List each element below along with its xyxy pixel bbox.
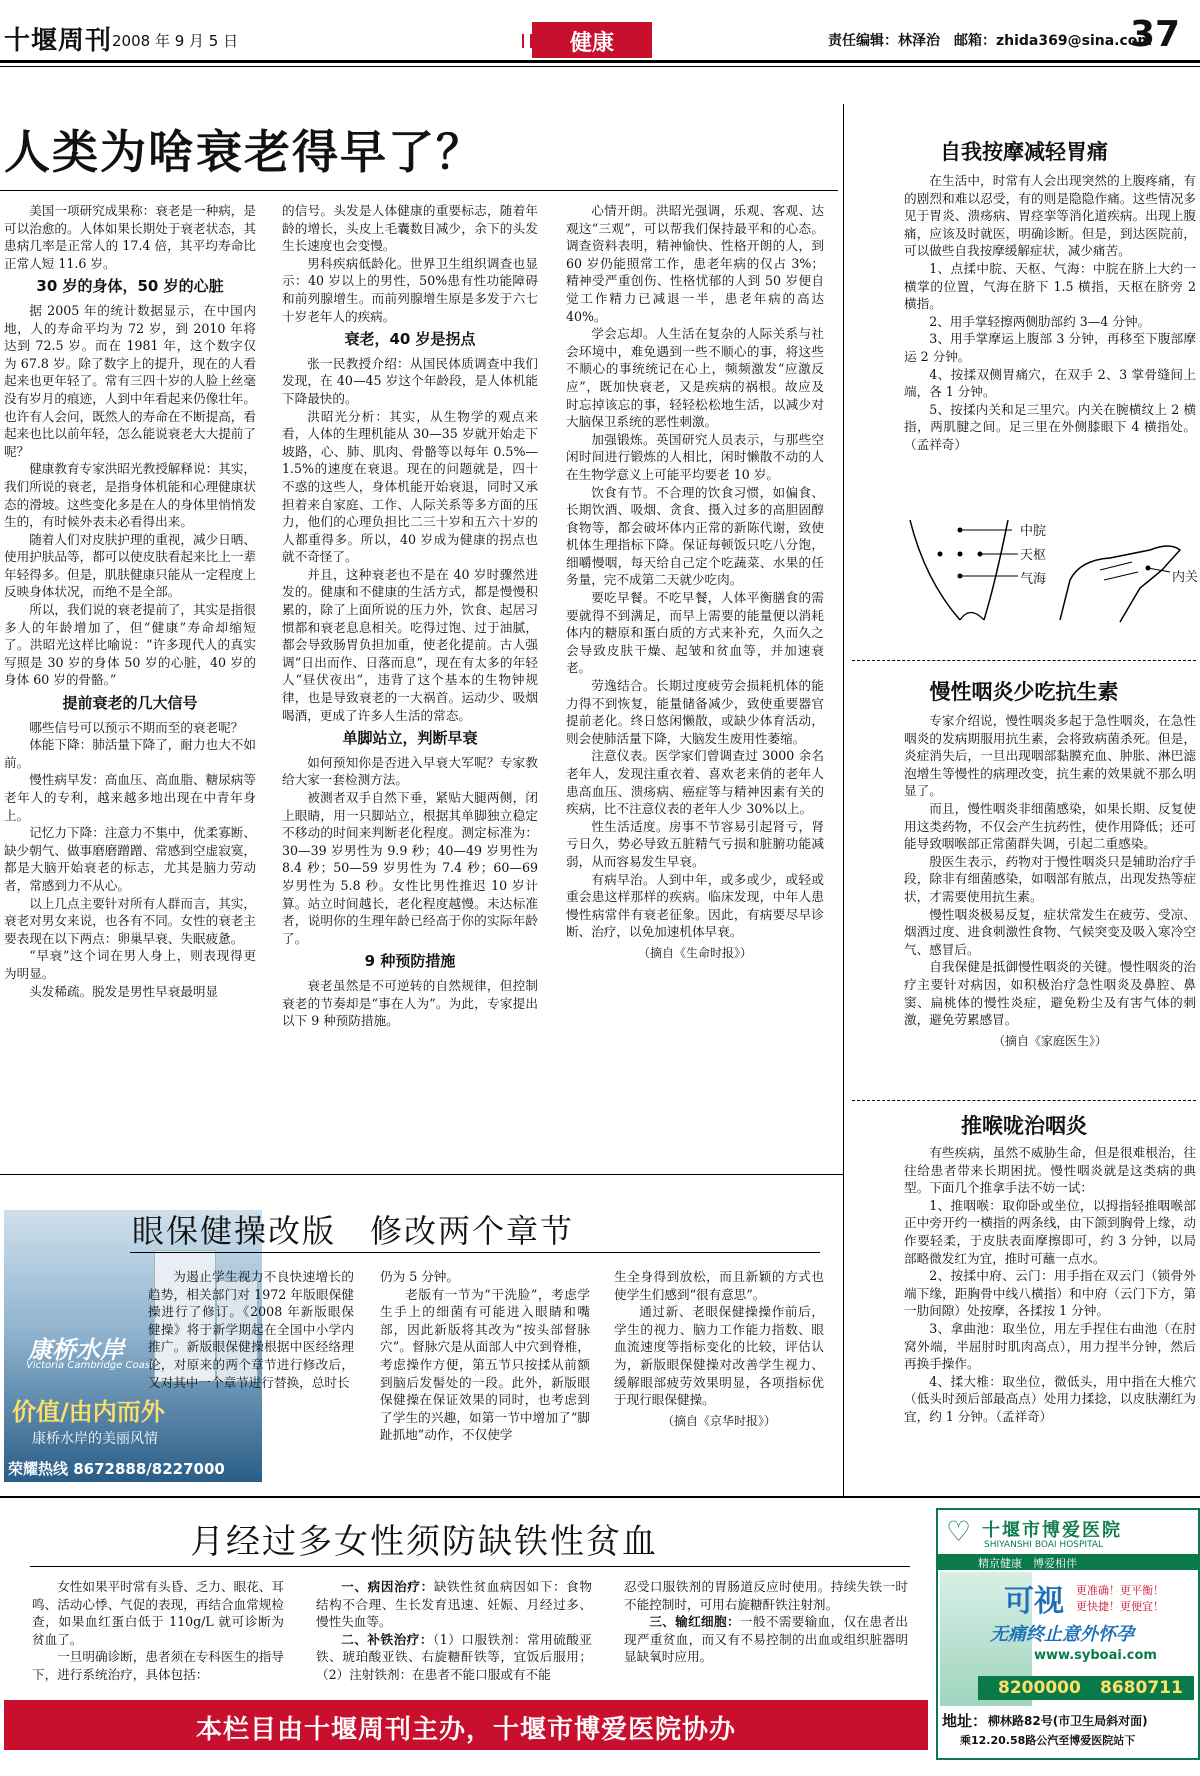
paragraph: 1、推咽喉：取仰卧或坐位，以拇指轻推咽喉部正中旁开约一横指的两条线，由下颌到胸骨上缘，动作要轻柔，于皮肤表面摩擦即可，约 3 分钟，以局部略微发红为宜，推时可蘸一点水。 — [904, 1197, 1196, 1266]
throat-body — [904, 1144, 1196, 1488]
main-article-column-3 — [566, 202, 824, 1150]
paragraph: 性生活适度。房事不节容易引起肾亏，肾亏日久，势必导致五脏精气亏损和脏腑功能减弱，从而容易发生早衰。 — [566, 818, 824, 869]
massage-divider — [852, 660, 1196, 661]
paragraph: 记忆力下降：注意力不集中，优柔寡断、缺少朝气、做事磨磨蹭蹭、常感到空虚寂寞，都是大脑开始衰老的标志，尤其是脑力劳动者，常感到力不从心。 — [4, 825, 256, 893]
ad-brand: 康桥水岸 — [28, 1336, 124, 1364]
paragraph: 以上几点主要针对所有人群而言，其实，衰老对男女来说，也各有不同。女性的衰老主要表现在以下两点：卵巢早衰、失眠疲惫。 — [4, 895, 256, 946]
hospital-address-label: 地址： — [942, 1712, 988, 1730]
acupoint-diagram — [900, 510, 1199, 630]
paragraph: 并且，这种衰老也不是在 40 岁时骤然进发的。健康和不健康的生活方式，都是慢慢积累的，除了上面所说的压力外，饮食、起居习惯都和衰老息息相关。吃得过饱、过于油腻，都会导致肠胃负担加重，使老化提前。古人强调“日出而作、日落而息”，现在有太多的年轻人“昼伏夜出”，违背了这个基本的生物钟规律，也是导致衰老的一大祸首。运动少、吸烟喝酒，更成了许多人生活的常态。 — [282, 566, 538, 723]
eye-column-3 — [614, 1268, 824, 1478]
paragraph: 3、拿曲池：取坐位，用左手捏住右曲池（在肘窝外端，半屈肘时肌肉高点），用力捏半分钟，然后再换手操作。 — [904, 1320, 1196, 1372]
paragraph: 被测者双手自然下垂，紧贴大腿两侧，闭上眼睛，用一只脚站立，根据其单脚独立稳定不移动的时间来判断老化程度。测定标准为：30—39 岁男性为 9.9 秒；40—49 岁男性为 8.4 秒；50—59 岁男性为 7.4 秒；60—69 岁男性为 5.8 秒。女性比男性推迟 10 岁计算。站立时间越长，老化程度越慢。未达标准者，说明你的生理年龄已经高于你的实际年龄了。 — [282, 790, 538, 946]
paragraph: 洪昭光分析：其实，从生物学的观点来看，人体的生理机能从 30—35 岁就开始走下坡路，心、肺、肌肉、骨骼等以每年 0.5%—1.5%的速度在衰退。现在的问题就是，四十不惑的这些人，身体机能开始衰退，同时又承担着来自家庭、工作、人际关系等多方面的压力，他们的心理负担比二三十岁和五六十岁的人都重得多。所以，40 岁成为健康的拐点也就不奇怪了。 — [282, 408, 538, 565]
paragraph: 饮食有节。不合理的饮食习惯，如偏食、长期饮酒、吸烟、贪食、摄入过多的高胆固醇食物等，都会破坏体内正常的新陈代谢，致使机体生理指标下降。保证每顿饭只吃八分饱，细嚼慢咽，每天给自己定个吃蔬菜、水果的任务量，完不成第二天就少吃肉。 — [566, 484, 824, 588]
iron-column-3 — [624, 1578, 908, 1696]
masthead: 十堰周刊 — [4, 26, 113, 56]
iron-cause-text: 缺铁性贫血病因如下：食物结构不合理、生长发育迅速、妊娠、月经过多、慢性失血等。 — [316, 1579, 592, 1630]
hospital-ad-line-2: 更快捷！更便宜！ — [1076, 1600, 1164, 1613]
footer-text: 本栏目由十堰周刊主办，十堰市博爱医院协办 — [195, 1715, 736, 1745]
acupoint-label-tianshu: 天枢 — [1020, 548, 1047, 563]
paragraph: 要吃早餐。不吃早餐，人体平衡膳食的需要就得不到满足，而早上需要的能量便以消耗体内的糖原和蛋白质的方式来补充，久而久之会导致皮肤干燥、起皱和贫血等，并加速衰老。 — [566, 590, 824, 676]
iron-title: 月经过多女性须防缺铁性贫血 — [190, 1522, 658, 1562]
hospital-logo-heart-icon: ♡ — [946, 1515, 972, 1548]
paragraph: 专家介绍说，慢性咽炎多起于急性咽炎，在急性咽炎的发病期服用抗生素，会将致病菌杀死。但是，炎症消失后，一旦出现咽部黏膜充血、肿胀、淋巴滤泡增生等慢性的病理改变，抗生素的效果就不那么明显了。 — [904, 713, 1196, 799]
paragraph: 男科疾病低龄化。世界卫生组织调查也显示：40 岁以上的男性，50%患有性功能障碍和前列腺增生。而前列腺增生原是多发于六七十岁老年人的疾病。 — [282, 255, 538, 324]
eye-col3-text: 通过新、老眼保健操操作前后，学生的视力、脑力工作能力指数、眼血流速度等指标变化的比较，评估认为，新版眼保健操对改善学生视力、缓解眼部疲劳效果明显，各项指标优于现行眼保健操。 — [614, 1304, 824, 1408]
acupoint-label-qihai: 气海 — [1020, 572, 1047, 587]
acupoint-label-zhongwan: 中脘 — [1020, 524, 1047, 539]
hospital-url[interactable]: www.syboai.com — [1034, 1648, 1157, 1663]
paragraph: 慢性咽炎极易反复，症状常发生在疲劳、受凉、烟酒过度、进食刺激性食物、气候突变及吸入寒冷空气、感冒后。 — [904, 906, 1196, 957]
paragraph: 如何预知你是否进入早衰大军呢？专家教给大家一套检测方法。 — [282, 754, 538, 788]
header-rule-thin — [0, 66, 1200, 67]
hospital-name-en: SHIYANSHI BOAI HOSPITAL — [984, 1540, 1104, 1550]
iron-title-rule — [30, 1566, 910, 1567]
iron-col1-text: 女性如果平时常有头昏、乏力、眼花、耳鸣、活动心悸、气促的表现，再结合血常规检查，如果血红蛋白低于 110g/L 就可诊断为贫血了。 — [32, 1579, 284, 1647]
paragraph: 健康教育专家洪昭光教授解释说：其实，我们所说的衰老，是指身体机能和心理健康状态的滑坡。这些变化多是在人的身体里悄悄发生的，有时候外表未必看得出来。 — [4, 461, 256, 530]
article-title: 人类为啥衰老得早了？ — [4, 125, 484, 179]
hospital-ad — [936, 1508, 1200, 1760]
ad-hotline: 荣耀热线 8672888/8227000 — [8, 1460, 225, 1478]
eye-title-rule — [130, 1252, 820, 1253]
paragraph: 3、用手掌摩运上腹部 3 分钟，再移至下腹部摩运 2 分钟。 — [904, 331, 1196, 364]
paragraph: “早衰”这个词在男人身上，则表现得更为明显。 — [4, 948, 256, 981]
article-source: （摘自《生命时报》） — [637, 945, 752, 960]
iron-column-2 — [316, 1578, 592, 1696]
paragraph: 2、按揉中府、云门：用手指在双云门（锁骨外端下缘，距胸骨中线八横指）和中府（云门下方，第一肋间隙）处按摩，各揉按 1 分钟。 — [904, 1268, 1196, 1319]
right-column-divider — [843, 104, 844, 1496]
paragraph: 2、用手掌轻擦两侧肋部约 3—4 分钟。 — [929, 313, 1151, 329]
title-rule — [0, 190, 838, 191]
hospital-ad-headline: 可视 — [1004, 1584, 1064, 1619]
paragraph: 哪些信号可以预示不期而至的衰老呢？ — [29, 719, 244, 735]
iron-cause-heading: 一、病因治疗： — [341, 1579, 434, 1594]
iron-col1-text-b: 一旦明确诊断，患者须在专科医生的指导下，进行系统治疗，具体包括： — [32, 1649, 284, 1682]
iron-supplement-heading: 二、补铁治疗： — [341, 1631, 433, 1647]
iron-transfusion-text: 一般不需要输血，仅在患者出现严重贫血，而又有不易控制的出血或组织脏器明显缺氧时应用。 — [624, 1614, 908, 1665]
paragraph: 加强锻炼。英国研究人员表示，与那些空闲时间进行锻炼的人相比，闲时懒散不动的人在生物学意义上可能平均要老 10 岁。 — [566, 431, 824, 482]
eye-title: 眼保健操改版 修改两个章节 — [132, 1212, 575, 1250]
hospital-phone-2: 8680711 — [1100, 1678, 1183, 1698]
paragraph: 4、揉大椎：取坐位，微低头，用中指在大椎穴（低头时颈后部最高点）处用力揉捻，以皮肤潮红为宜，约 1 分钟。（孟祥奇） — [904, 1373, 1196, 1424]
paragraph: 5、按揉内关和足三里穴。内关在腕横纹上 2 横指，两肌腱之间。足三里在外侧膝眼下 4 横指处。（孟祥奇） — [904, 401, 1196, 452]
editor-info: 责任编辑：林泽治 邮箱：zhida369@sina.com — [828, 33, 1152, 49]
section-banner — [532, 22, 652, 58]
section-label: 健康 — [569, 31, 614, 56]
hospital-name: 十堰市博爱医院 — [982, 1520, 1122, 1541]
paragraph: 在生活中，时常有人会出现突然的上腹疼痛，有的剧烈和难以忍受，有的则是隐隐作痛。这些情况多见于胃炎、溃疡病、胃痉挛等消化道疾病。出现上腹痛，应该及时就医，明确诊断。但是，到达医院前，可以做些自我按摩缓解症状，减少痛苦。 — [904, 173, 1196, 259]
paragraph: 所以，我们说的衰老提前了，其实是指很多人的年龄增加了，但“健康”寿命却缩短了。洪昭光这样比喻说：“许多现代人的真实写照是 30 岁的身体 50 岁的心脏，40 岁的身体 60 岁的骨骼。” — [4, 602, 256, 688]
pharyngitis-body — [904, 712, 1196, 1100]
iron-col3-lead: 忍受口服铁剂的胃肠道反应时使用。持续失铁一时不能控制时，可用右旋糖酐铁注射剂。 — [624, 1579, 908, 1612]
subheading: 单脚站立，判断早衰 — [342, 729, 478, 748]
iron-transfusion-heading: 三、输红细胞： — [649, 1614, 740, 1630]
article-source: （摘自《家庭医生》） — [992, 1033, 1107, 1048]
acupoint-label-neiguan: 内关 — [1172, 570, 1199, 585]
eye-col1-text: 为遏止学生视力不良快速增长的趋势，相关部门对 1972 年版眼保健操进行了修订。《2008 年新版眼保健操》将于新学期起在全国中小学内推广。新版眼保健操根据中医经络理论，对原来的两个章节进行修改后，又对其中一个章节进行替换，总时长 — [148, 1269, 354, 1390]
subheading: 衰老，40 岁是拐点 — [344, 330, 476, 349]
eye-section-rule — [0, 1174, 843, 1175]
subheading: 提前衰老的几大信号 — [62, 694, 198, 713]
paragraph: 衰老虽然是不可逆转的自然规律，但控制衰老的节奏却是“事在人为”。为此，专家提出以下 9 种预防措施。 — [282, 977, 538, 1029]
iron-supplement-text: （1）口服铁剂：常用硫酸亚铁、琥珀酸亚铁、右旋糖酐铁等，宜饭后服用；（2）注射铁剂：在患者不能口服或有不能 — [316, 1631, 592, 1682]
iron-column-1 — [32, 1578, 284, 1696]
issue-date: 2008 年 9 月 5 日 — [112, 32, 239, 50]
ad-subtitle: 康桥水岸的美丽风情 — [32, 1431, 158, 1447]
massage-title: 自我按摩减轻胃痛 — [940, 140, 1108, 164]
eye-col3-lead: 生全身得到放松，而且新颖的方式也使学生们感到“很有意思”。 — [614, 1269, 824, 1302]
paragraph: 体能下降：肺活量下降了，耐力也大不如前。 — [4, 737, 256, 770]
ad-slogan: 价值/由内而外 — [12, 1398, 165, 1426]
paragraph: 有些疾病，虽然不威胁生命，但是很难根治，往往给患者带来长期困扰。慢性咽炎就是这类病的典型。下面几个推拿手法不妨一试： — [904, 1145, 1196, 1196]
eye-source: （摘自《京华时报》） — [661, 1413, 776, 1428]
paragraph: 有病早治。人到中年，或多或少，或轻或重会患这样那样的疾病。临床发现，中年人患慢性病常伴有衰老征象。因此，有病要尽早诊断、治疗，以免加速机体早衰。 — [566, 871, 824, 940]
paragraph: 殷医生表示，药物对于慢性咽炎只是辅助治疗手段，除非有细菌感染，如咽部有脓点，出现发热等症状，才需要使用抗生素。 — [904, 853, 1196, 904]
eye-column-2 — [380, 1268, 590, 1478]
hospital-address: 柳林路82号(市卫生局斜对面) — [988, 1714, 1148, 1728]
paragraph: 学会忘却。人生活在复杂的人际关系与社会环境中，难免遇到一些不顺心的事，将这些不顺心的事统统记在心上，频频激发“应激反应”，既加快衰老，又是疾病的祸根。故应及时忘掉该忘的事，轻轻松松地生活，以减少对大脑保卫系统的恶性刺激。 — [566, 326, 824, 430]
paragraph: 劳逸结合。长期过度疲劳会损耗机体的能力得不到恢复，能量储备减少，致使重要器官提前老化。终日悠闲懒散，或缺少体育活动，则会使肺活量下降，大脑发生废用性萎缩。 — [566, 678, 824, 746]
hospital-ad-slogan: 无痛终止意外怀孕 — [990, 1624, 1134, 1645]
subheading: 9 种预防措施 — [364, 952, 456, 971]
pharyngitis-divider — [852, 1100, 1196, 1101]
paragraph: 美国一项研究成果称：衰老是一种病，是可以治愈的。人体如果长期处于衰老状态，其患病几率是正常人的 17.4 倍，其平均寿命比正常人短 11.6 岁。 — [4, 203, 256, 271]
bottom-section-rule — [0, 1496, 1200, 1498]
paragraph: 1、点揉中脘、天枢、气海：中脘在脐上大约一横掌的位置，气海在脐下 1.5 横指，天枢在脐旁 2 横指。 — [904, 260, 1196, 312]
massage-body — [904, 172, 1196, 502]
footer-banner — [4, 1700, 928, 1750]
main-article-column-2 — [282, 202, 538, 1150]
pharyngitis-title: 慢性咽炎少吃抗生素 — [929, 680, 1119, 704]
paragraph: 4、按揉双侧胃痛穴，在双手 2、3 掌骨缝间上端，各 1 分钟。 — [904, 366, 1196, 400]
paragraph: 张一民教授介绍：从国民体质调查中我们发现，在 40—45 岁这个年龄段，是人体机能下降最快的。 — [282, 355, 538, 406]
section-banner-left-tick — [522, 34, 532, 48]
hospital-phone-1: 8200000 — [998, 1678, 1081, 1698]
paragraph: 头发稀疏。脱发是男性早衰最明显 — [29, 983, 219, 999]
hospital-ad-line-1: 更准确！更平衡！ — [1076, 1584, 1164, 1597]
hospital-tagline: 精京健康 博爱相伴 — [978, 1557, 1077, 1570]
subheading: 30 岁的身体，50 岁的心脏 — [36, 277, 224, 296]
main-article-column-1 — [4, 202, 256, 1150]
eye-col2-text: 老版有一节为“干洗脸”，考虑学生手上的细菌有可能进入眼睛和嘴部，因此新版将其改为“按头部督脉穴”。督脉穴是从面部人中穴到脊椎，考虑操作方便，第五节只按揉从前额到脑后发髻处的一段。此外，新版眼保健操在保证效果的同时，也考虑到了学生的兴趣，如第一节中增加了“脚趾抓地”动作，不仅使学 — [380, 1286, 590, 1443]
page-number: 37 — [1130, 14, 1181, 55]
paragraph: 随着人们对皮肤护理的重视，减少日晒、使用护肤品等，都可以使皮肤看起来比上一辈年轻得多。但是，肌肤健康只能从一定程度上反映身体状况，而绝不是全部。 — [4, 531, 256, 600]
paragraph: 据 2005 年的统计数据显示，在中国内地，人的寿命平均为 72 岁，到 2010 年将达到 72.5 岁。而在 1981 年，这个数字仅为 67.8 岁。除了数字上的提升，现在的人看起来也更年轻了。常有三四十岁的人脸上丝毫没有岁月的痕迹，人到中年看起来仍像壮年。也许有人会问，既然人的寿命在不断提高，看起来也比以前年轻，怎么能说衰老大大提前了呢？ — [4, 302, 256, 459]
ad-brand-en: Victoria Cambridge Coast — [26, 1360, 154, 1371]
hospital-bus-info: 乘12.20.58路公汽至博爱医院站下 — [960, 1734, 1136, 1747]
eye-col2-lead: 仍为 5 分钟。 — [380, 1269, 459, 1284]
paragraph: 的信号。头发是人体健康的重要标志，随着年龄的增长，头皮上毛囊数目减少，余下的头发生长速度也会变慢。 — [282, 203, 538, 254]
paragraph: 而且，慢性咽炎非细菌感染，如果长期、反复使用这类药物，不仅会产生抗药性，使作用降低；还可能导致咽喉部正常菌群失调，引起二重感染。 — [904, 800, 1196, 852]
paragraph: 自我保健是抵御慢性咽炎的关键。慢性咽炎的治疗主要针对病因，如积极治疗急性咽炎及鼻腔、鼻窦、扁桃体的慢性炎症，避免粉尘及有害气体的刺激，避免劳累感冒。 — [904, 959, 1196, 1028]
throat-title: 推喉咙治咽炎 — [961, 1114, 1087, 1138]
paragraph: 心情开朗。洪昭光强调，乐观、客观、达观这“三观”，可以帮我们保持最平和的心态。调查资料表明，精神愉快、性格开朗的人，到 60 岁仍能照常工作，患老年病的仅占 3%；精神受严重创伤、性格忧郁的人到 50 岁便自觉工作精力已减退一半，患老年病的高达 40%。 — [566, 203, 824, 324]
header-rule — [0, 60, 1200, 63]
paragraph: 慢性病早发：高血压、高血脂、糖尿病等老年人的专利，越来越多地出现在中青年身上。 — [4, 772, 256, 823]
paragraph: 注意仪表。医学家们曾调查过 3000 余名老年人，发现注重衣着、喜欢老来俏的老年人患高血压、溃疡病、癌症等与精神因素有关的疾病，比不注意仪表的老年人少 30%以上。 — [566, 748, 824, 817]
eye-column-1 — [148, 1268, 354, 1478]
